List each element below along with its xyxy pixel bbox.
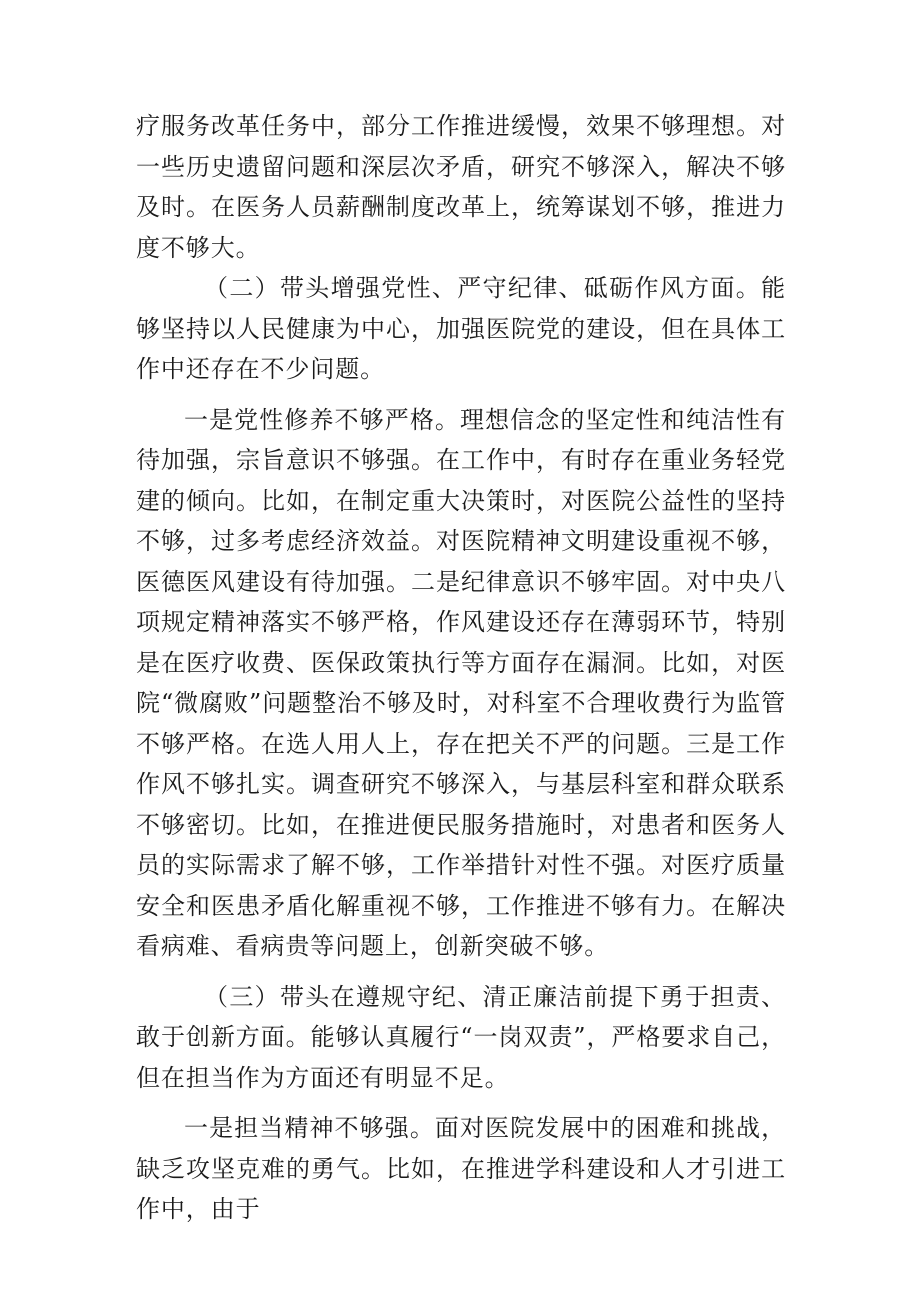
section-heading-three: （三）带头在遵规守纪、清正廉洁前提下勇于担责、敢于创新方面。能够认真履行“一岗双责”，严格要求自己，但在担当作为方面还有明显不足。 xyxy=(136,982,786,1092)
section-heading-two: （二）带头增强党性、严守纪律、砥砺作风方面。能够坚持以人民健康为中心，加强医院党的建设，但在具体工作中还存在不少问题。 xyxy=(136,274,786,383)
document-page xyxy=(136,106,786,1230)
paragraph-responsibility: 一是担当精神不够强。面对医院发展中的困难和挑战，缺乏攻坚克难的勇气。比如，在推进学科建设和人才引进工作中，由于 xyxy=(136,1114,786,1223)
paragraph-party-discipline: 一是党性修养不够严格。理想信念的坚定性和纯洁性有待加强，宗旨意识不够强。在工作中，有时存在重业务轻党建的倾向。比如，在制定重大决策时，对医院公益性的坚持不够，过多考虑经济效益。对医院精神文明建设重视不够，医德医风建设有待加强。二是纪律意识不够牢固。对中央八项规定精神落实不够严格，作风建设还存在薄弱环节，特别是在医疗收费、医保政策执行等方面存在漏洞。比如，对医院“微腐败”问题整治不够及时，对科室不合理收费行为监管不够严格。在选人用人上，存在把关不严的问题。三是工作作风不够扎实。调查研究不够深入，与基层科室和群众联系不够密切。比如，在推进便民服务措施时，对患者和医务人员的实际需求了解不够，工作举措针对性不强。对医疗质量安全和医患矛盾化解重视不够，工作推进不够有力。在解决看病难、看病贵等问题上，创新突破不够。 xyxy=(136,405,786,960)
paragraph-continuation: 疗服务改革任务中，部分工作推进缓慢，效果不够理想。对一些历史遗留问题和深层次矛盾，研究不够深入，解决不够及时。在医务人员薪酬制度改革上，统筹谋划不够，推进力度不够大。 xyxy=(136,112,786,262)
